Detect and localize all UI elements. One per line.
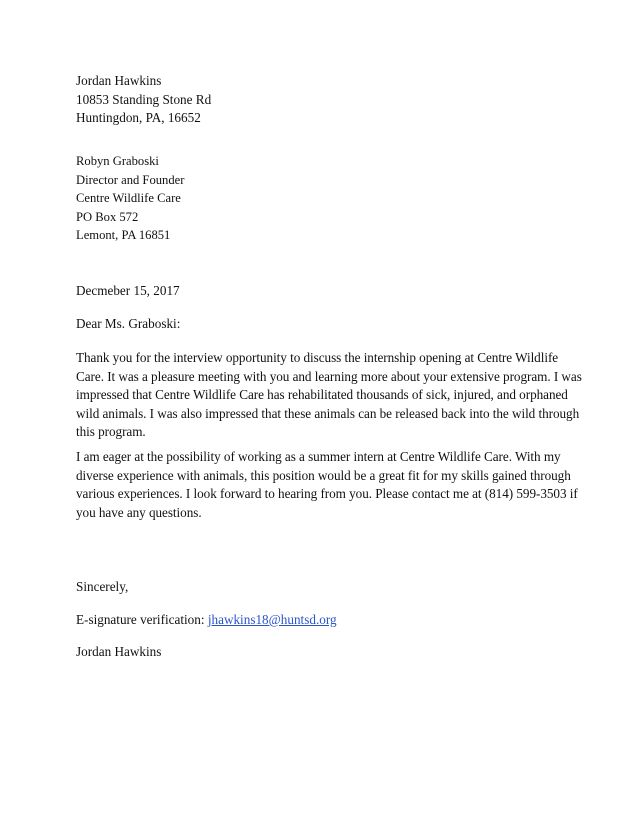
sender-name: Jordan Hawkins xyxy=(76,73,162,88)
signature-name: Jordan Hawkins xyxy=(76,644,162,659)
recipient-name: Robyn Graboski xyxy=(76,154,159,168)
paragraph-line: I am eager at the possibility of working as a summer intern at Centre Wildlife Care. With my xyxy=(76,449,561,464)
paragraph-line: diverse experience with animals, this position would be a great fit for my skills gained through xyxy=(76,467,571,483)
paragraph-line: various experiences. I look forward to hearing from you. Please contact me at (814) 599-3503 if xyxy=(76,486,578,501)
salutation: Dear Ms. Graboski: xyxy=(76,316,181,331)
paragraph-line: you have any questions. xyxy=(76,504,202,520)
paragraph-line: wild animals. I was also impressed that these animals can be released back into the wild through xyxy=(76,405,580,421)
sender-street: 10853 Standing Stone Rd xyxy=(76,91,212,107)
salutation-block xyxy=(76,315,576,334)
paragraph-line: this program. xyxy=(76,424,146,439)
recipient-po-box: PO Box 572 xyxy=(76,209,139,224)
letter-date-block xyxy=(76,282,576,301)
sender-city: Huntingdon, PA, 16652 xyxy=(76,110,201,125)
paragraph-line: impressed that Centre Wildlife Care has rehabilitated thousands of sick, injured, and orphaned xyxy=(76,387,568,402)
signature-block xyxy=(76,643,576,662)
closing: Sincerely, xyxy=(76,579,129,594)
body-paragraph-1 xyxy=(76,349,582,442)
recipient-organization: Centre Wildlife Care xyxy=(76,191,181,205)
paragraph-line: Thank you for the interview opportunity to discuss the internship opening at Centre Wildlife xyxy=(76,350,559,365)
recipient-title: Director and Founder xyxy=(76,172,185,187)
esignature-label: E-signature verification: xyxy=(76,612,205,627)
letter-date: Decmeber 15, 2017 xyxy=(76,283,180,298)
esignature-email-link[interactable]: jhawkins18@huntsd.org xyxy=(207,612,337,627)
paragraph-line: Care. It was a pleasure meeting with you and learning more about your extensive program. I was xyxy=(76,368,582,384)
sender-address xyxy=(76,72,576,128)
esignature-line xyxy=(76,611,576,630)
recipient-city: Lemont, PA 16851 xyxy=(76,228,171,242)
recipient-address xyxy=(76,152,576,245)
closing-block xyxy=(76,578,576,597)
body-paragraph-2 xyxy=(76,448,576,522)
esignature-block xyxy=(76,611,576,630)
